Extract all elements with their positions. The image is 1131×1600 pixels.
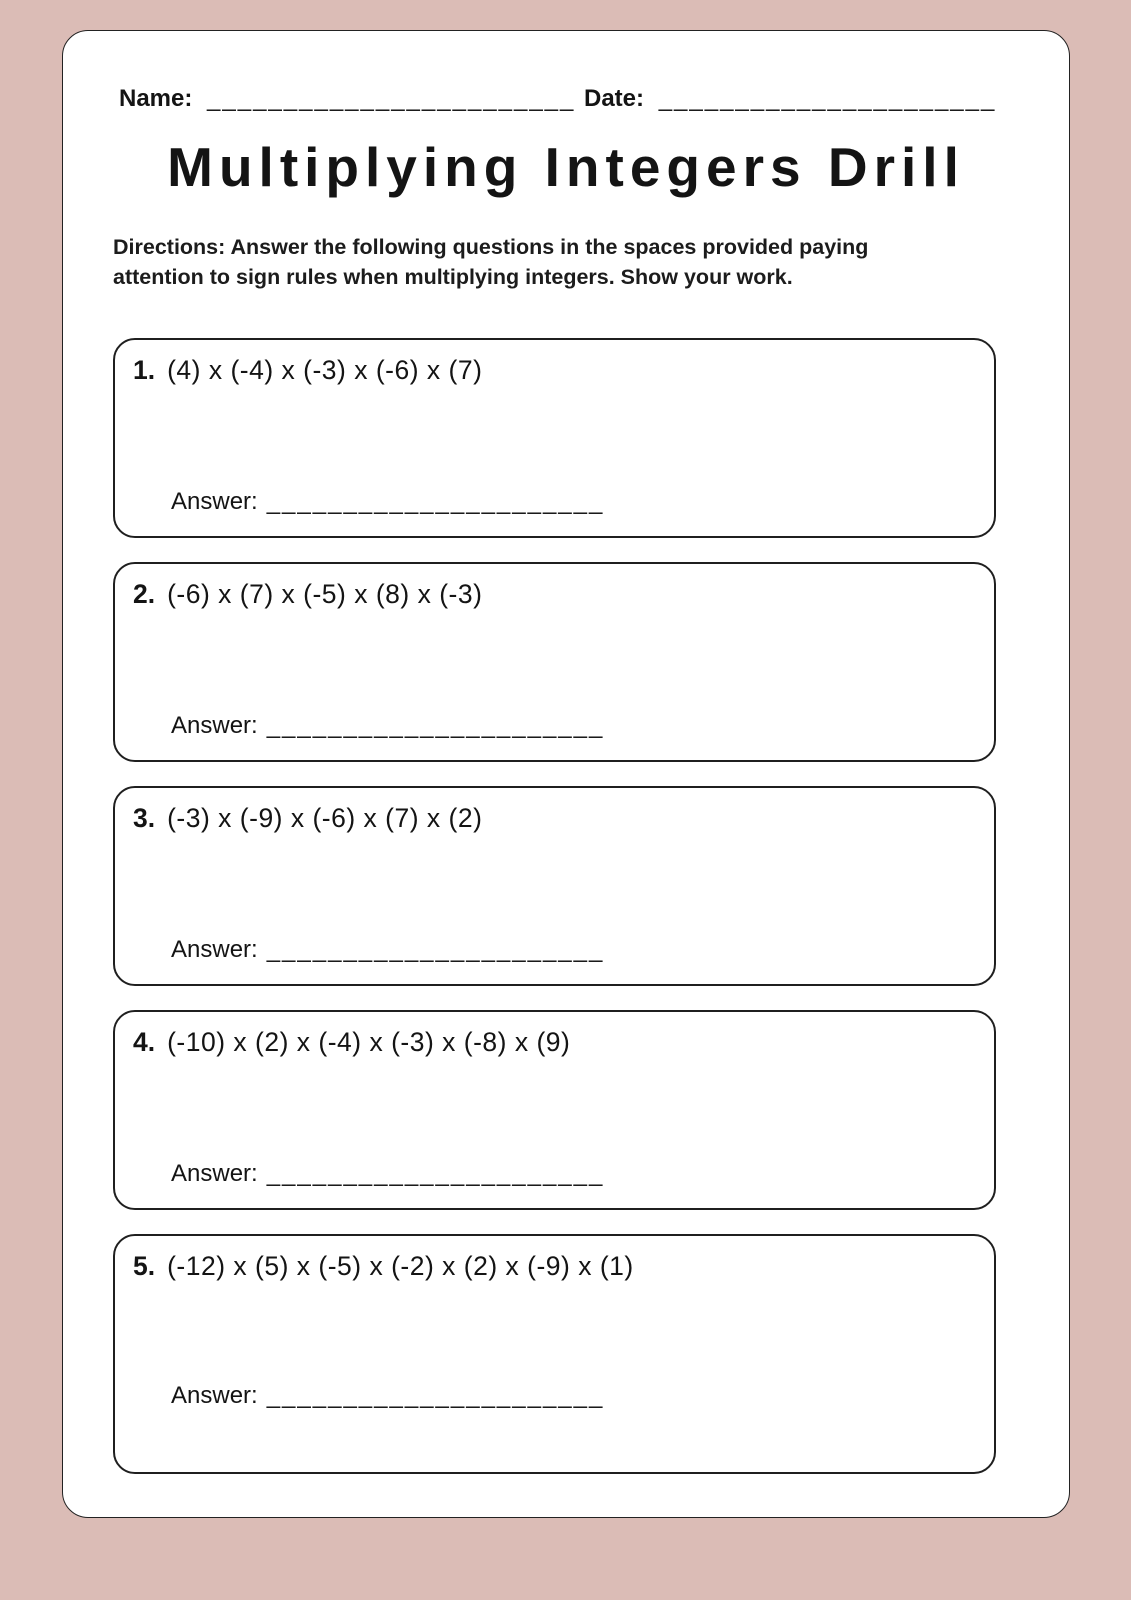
question-number: 3. — [133, 803, 156, 834]
question-box-2 — [113, 562, 996, 762]
name-blank-line: ________________________ — [207, 85, 576, 112]
question-number: 2. — [133, 579, 156, 610]
header-row — [63, 31, 1069, 113]
question-box-3 — [113, 786, 996, 986]
answer-label: Answer: — [171, 1160, 258, 1188]
answer-row — [171, 1160, 970, 1188]
question-expression: (4) x (-4) x (-3) x (-6) x (7) — [167, 355, 483, 386]
date-field — [584, 85, 996, 113]
worksheet-page — [62, 30, 1070, 1518]
question-list — [63, 338, 1069, 1474]
answer-blank-line: ______________________ — [266, 712, 605, 740]
question-box-4 — [113, 1010, 996, 1210]
directions-line-1: Directions: Answer the following questions in the spaces provided paying — [113, 235, 869, 259]
question-expression: (-6) x (7) x (-5) x (8) x (-3) — [167, 579, 483, 610]
question-line — [133, 803, 970, 834]
answer-label: Answer: — [171, 936, 258, 964]
date-blank-line: ______________________ — [658, 85, 997, 112]
page-title: Multiplying Integers Drill — [167, 136, 965, 198]
answer-blank-line: ______________________ — [266, 1160, 605, 1188]
name-field — [119, 85, 584, 113]
answer-label: Answer: — [171, 488, 258, 516]
answer-blank-line: ______________________ — [266, 488, 605, 516]
question-box-5 — [113, 1234, 996, 1474]
answer-blank-line: ______________________ — [266, 936, 605, 964]
answer-row — [171, 712, 970, 740]
question-expression: (-12) x (5) x (-5) x (-2) x (2) x (-9) x (1) — [167, 1251, 634, 1282]
question-line — [133, 355, 970, 386]
directions-line-2: attention to sign rules when multiplying integers. Show your work. — [113, 264, 793, 289]
question-number: 1. — [133, 355, 156, 386]
question-expression: (-3) x (-9) x (-6) x (7) x (2) — [167, 803, 483, 834]
answer-row — [171, 488, 970, 516]
question-number: 4. — [133, 1027, 156, 1058]
question-line — [133, 1027, 970, 1058]
answer-blank-line: ______________________ — [266, 1382, 605, 1410]
directions — [113, 233, 1069, 292]
name-label: Name: — [119, 85, 193, 112]
answer-label: Answer: — [171, 712, 258, 740]
question-box-1 — [113, 338, 996, 538]
question-number: 5. — [133, 1251, 156, 1282]
date-label: Date: — [584, 85, 645, 112]
answer-row — [171, 1382, 970, 1410]
answer-row — [171, 936, 970, 964]
question-expression: (-10) x (2) x (-4) x (-3) x (-8) x (9) — [167, 1027, 571, 1058]
question-line — [133, 579, 970, 610]
question-line — [133, 1251, 970, 1282]
answer-label: Answer: — [171, 1382, 258, 1410]
